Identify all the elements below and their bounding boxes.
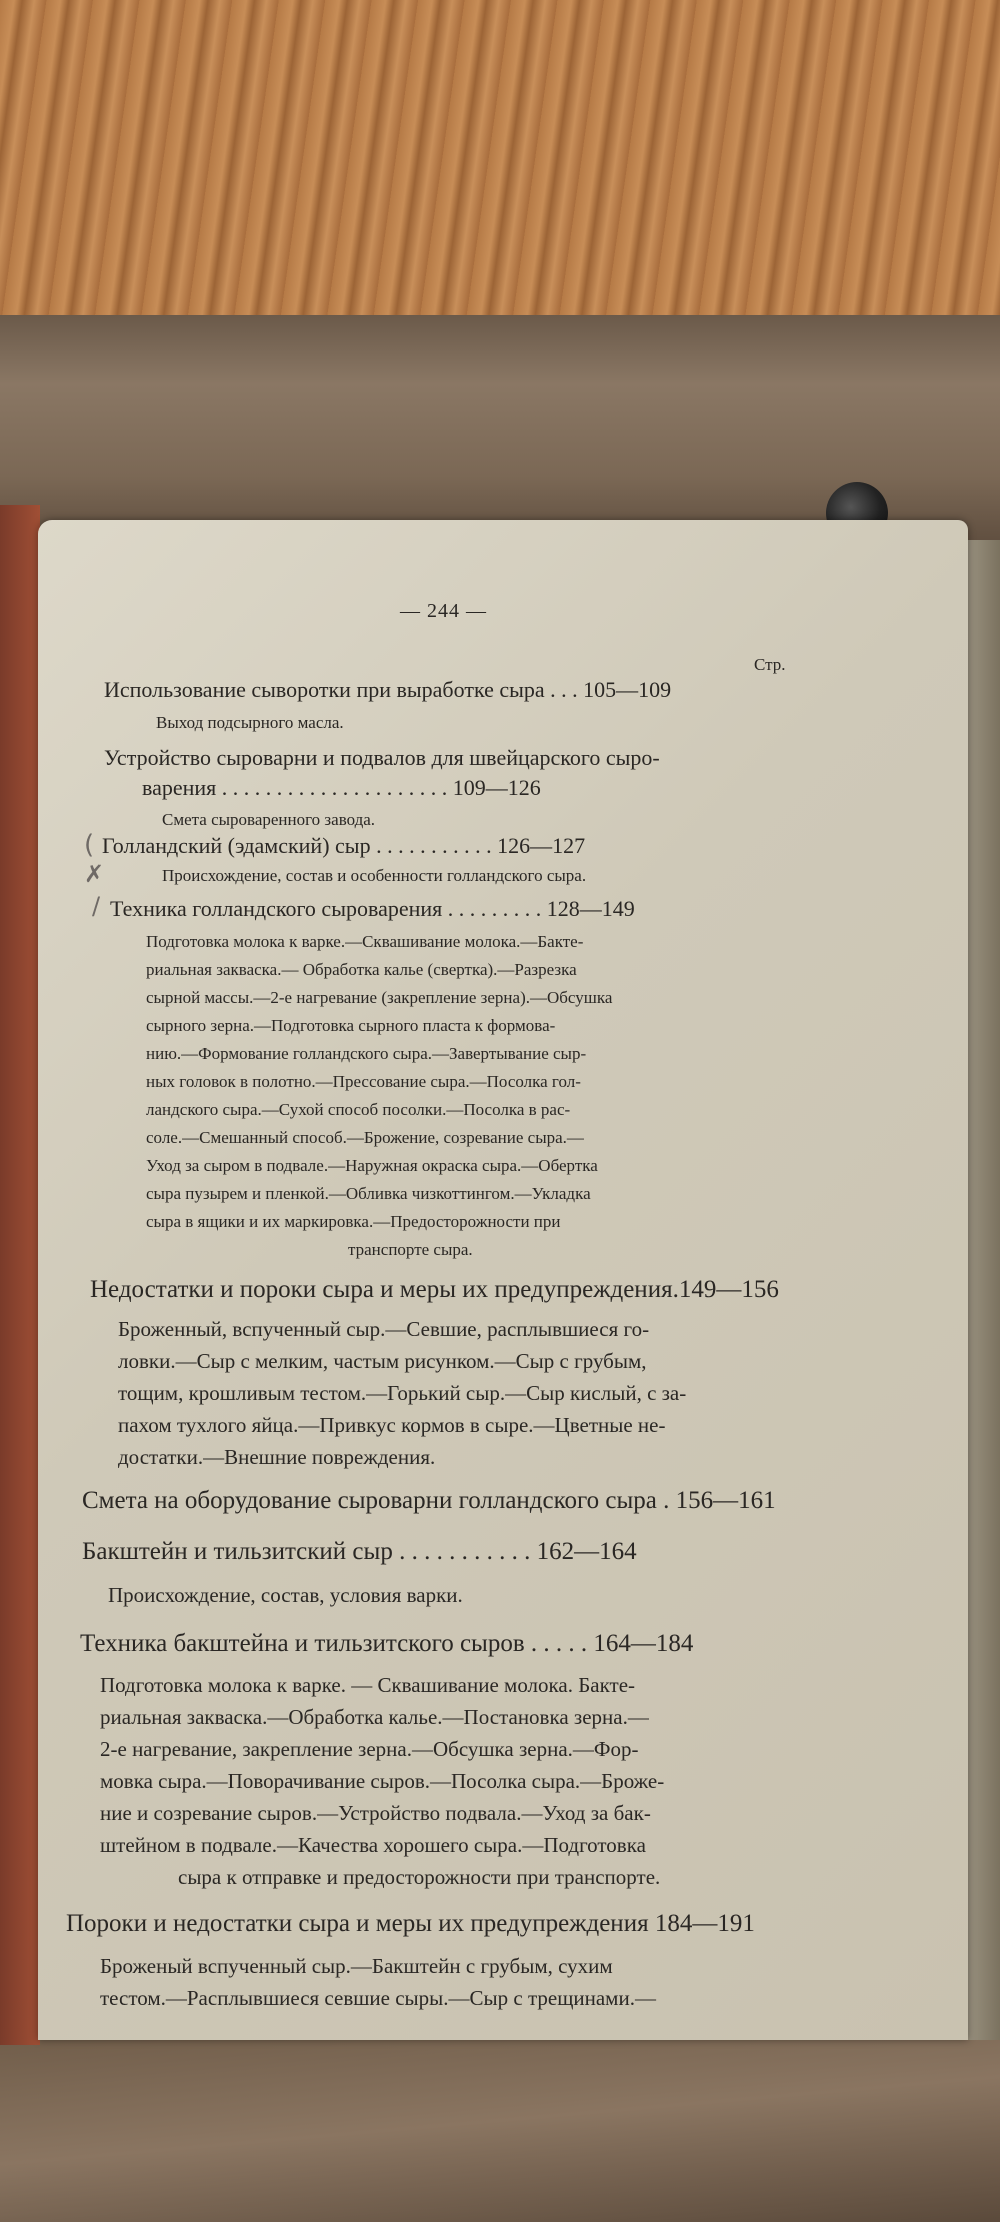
wooden-surface-bottom	[0, 2020, 1000, 2222]
toc-entry-title: Голландский (эдамский) сыр . . . . . . . . . . . 126—127	[102, 833, 586, 858]
toc-entry-subtopics: ловки.—Сыр с мелким, частым рисунком.—Сыр с грубым,	[118, 1349, 647, 1373]
toc-entry-subtopics: соле.—Смешанный способ.—Брожение, созревание сыра.—	[146, 1128, 584, 1147]
toc-entry-subtopics: Подготовка молока к варке.—Сквашивание молока.—Бакте-	[146, 932, 584, 951]
toc-entry-subtopics: сырного зерна.—Подготовка сырного пласта к формова-	[146, 1016, 556, 1035]
toc-entry-title: Устройство сыроварни и подвалов для швейцарского сыро-	[104, 745, 660, 770]
toc-entry-title: Недостатки и пороки сыра и меры их предупреждения.149—156	[90, 1276, 779, 1303]
book-cover-left	[0, 505, 40, 2045]
toc-entry-subtopics: мовка сыра.—Поворачивание сыров.—Посолка сыра.—Броже-	[100, 1769, 665, 1793]
pencil-mark: (	[84, 830, 95, 860]
toc-entry-subtopics: сыра в ящики и их маркировка.—Предосторожности при	[146, 1212, 561, 1231]
toc-entry-subtopics: сырной массы.—2-е нагревание (закрепление зерна).—Обсушка	[146, 988, 613, 1007]
toc-entry-subtopics: сыра к отправке и предосторожности при транспорте.	[178, 1865, 661, 1889]
page-number: — 244 —	[400, 600, 487, 622]
toc-entry-subtopics: Броженный, вспученный сыр.—Севшие, расплывшиеся го-	[118, 1317, 650, 1341]
toc-entry-subtopics: Подготовка молока к варке. — Сквашивание молока. Бакте-	[100, 1673, 636, 1697]
toc-entry-title: Использование сыворотки при выработке сыра . . . 105—109	[104, 677, 672, 702]
wooden-wall-background	[0, 0, 1000, 330]
toc-entry-subtopics: Происхождение, состав, условия варки.	[108, 1583, 463, 1607]
toc-entry-title: Пороки и недостатки сыра и меры их предупреждения 184—191	[66, 1910, 755, 1937]
pencil-mark: /	[92, 892, 101, 920]
toc-entry-subtopics: Выход подсырного масла.	[156, 713, 344, 732]
page-column-label: Стр.	[754, 655, 786, 674]
toc-entry-title: Смета на оборудование сыроварни голландского сыра . 156—161	[82, 1487, 776, 1514]
book-page	[38, 520, 968, 2040]
toc-entry-subtopics: нию.—Формование голландского сыра.—Завертывание сыр-	[146, 1044, 587, 1063]
toc-entry-subtopics: тощим, крошливым тестом.—Горький сыр.—Сыр кислый, с за-	[118, 1381, 687, 1405]
toc-entry-subtopics: пахом тухлого яйца.—Привкус кормов в сыре.—Цветные не-	[118, 1413, 666, 1437]
toc-entry-subtopics: Смета сыроваренного завода.	[162, 810, 376, 829]
toc-entry-subtopics: Броженый вспученный сыр.—Бакштейн с грубым, сухим	[100, 1954, 613, 1978]
toc-entry-title: Техника голландского сыроварения . . . . . . . . . 128—149	[110, 896, 635, 921]
toc-entry-subtopics: ландского сыра.—Сухой способ посолки.—Посолка в рас-	[146, 1100, 571, 1119]
toc-entry-subtopics: ние и созревание сыров.—Устройство подвала.—Уход за бак-	[100, 1801, 651, 1825]
toc-entry-title: варения . . . . . . . . . . . . . . . . . . . . . 109—126	[142, 775, 541, 800]
toc-entry-subtopics: тестом.—Расплывшиеся севшие сыры.—Сыр с трещинами.—	[100, 1986, 656, 2010]
toc-entry-subtopics: ных головок в полотно.—Прессование сыра.—Посолка гол-	[146, 1072, 581, 1091]
toc-entry-subtopics: транспорте сыра.	[348, 1240, 473, 1259]
toc-entry-subtopics: 2-е нагревание, закрепление зерна.—Обсушка зерна.—Фор-	[100, 1737, 639, 1761]
toc-entry-subtopics: риальная закваска.— Обработка калье (свертка).—Разрезка	[146, 960, 577, 979]
toc-entry-title: Бакштейн и тильзитский сыр . . . . . . . . . . . 162—164	[82, 1538, 637, 1565]
pencil-mark: ✗	[84, 860, 105, 888]
toc-entry-subtopics: риальная закваска.—Обработка кальe.—Постановка зерна.—	[100, 1705, 649, 1729]
toc-entry-subtopics: штейном в подвале.—Качества хорошего сыра.—Подготовка	[100, 1833, 646, 1857]
toc-entry-subtopics: Уход за сыром в подвале.—Наружная окраска сыра.—Обертка	[146, 1156, 598, 1175]
toc-entry-title: Техника бакштейна и тильзитского сыров . . . . . 164—184	[80, 1630, 694, 1657]
toc-entry-subtopics: сыра пузырем и пленкой.—Обливка чизкоттингом.—Укладка	[146, 1184, 591, 1203]
toc-entry-subtopics: Происхождение, состав и особенности голландского сыра.	[162, 866, 587, 885]
toc-entry-subtopics: достатки.—Внешние повреждения.	[118, 1445, 436, 1469]
